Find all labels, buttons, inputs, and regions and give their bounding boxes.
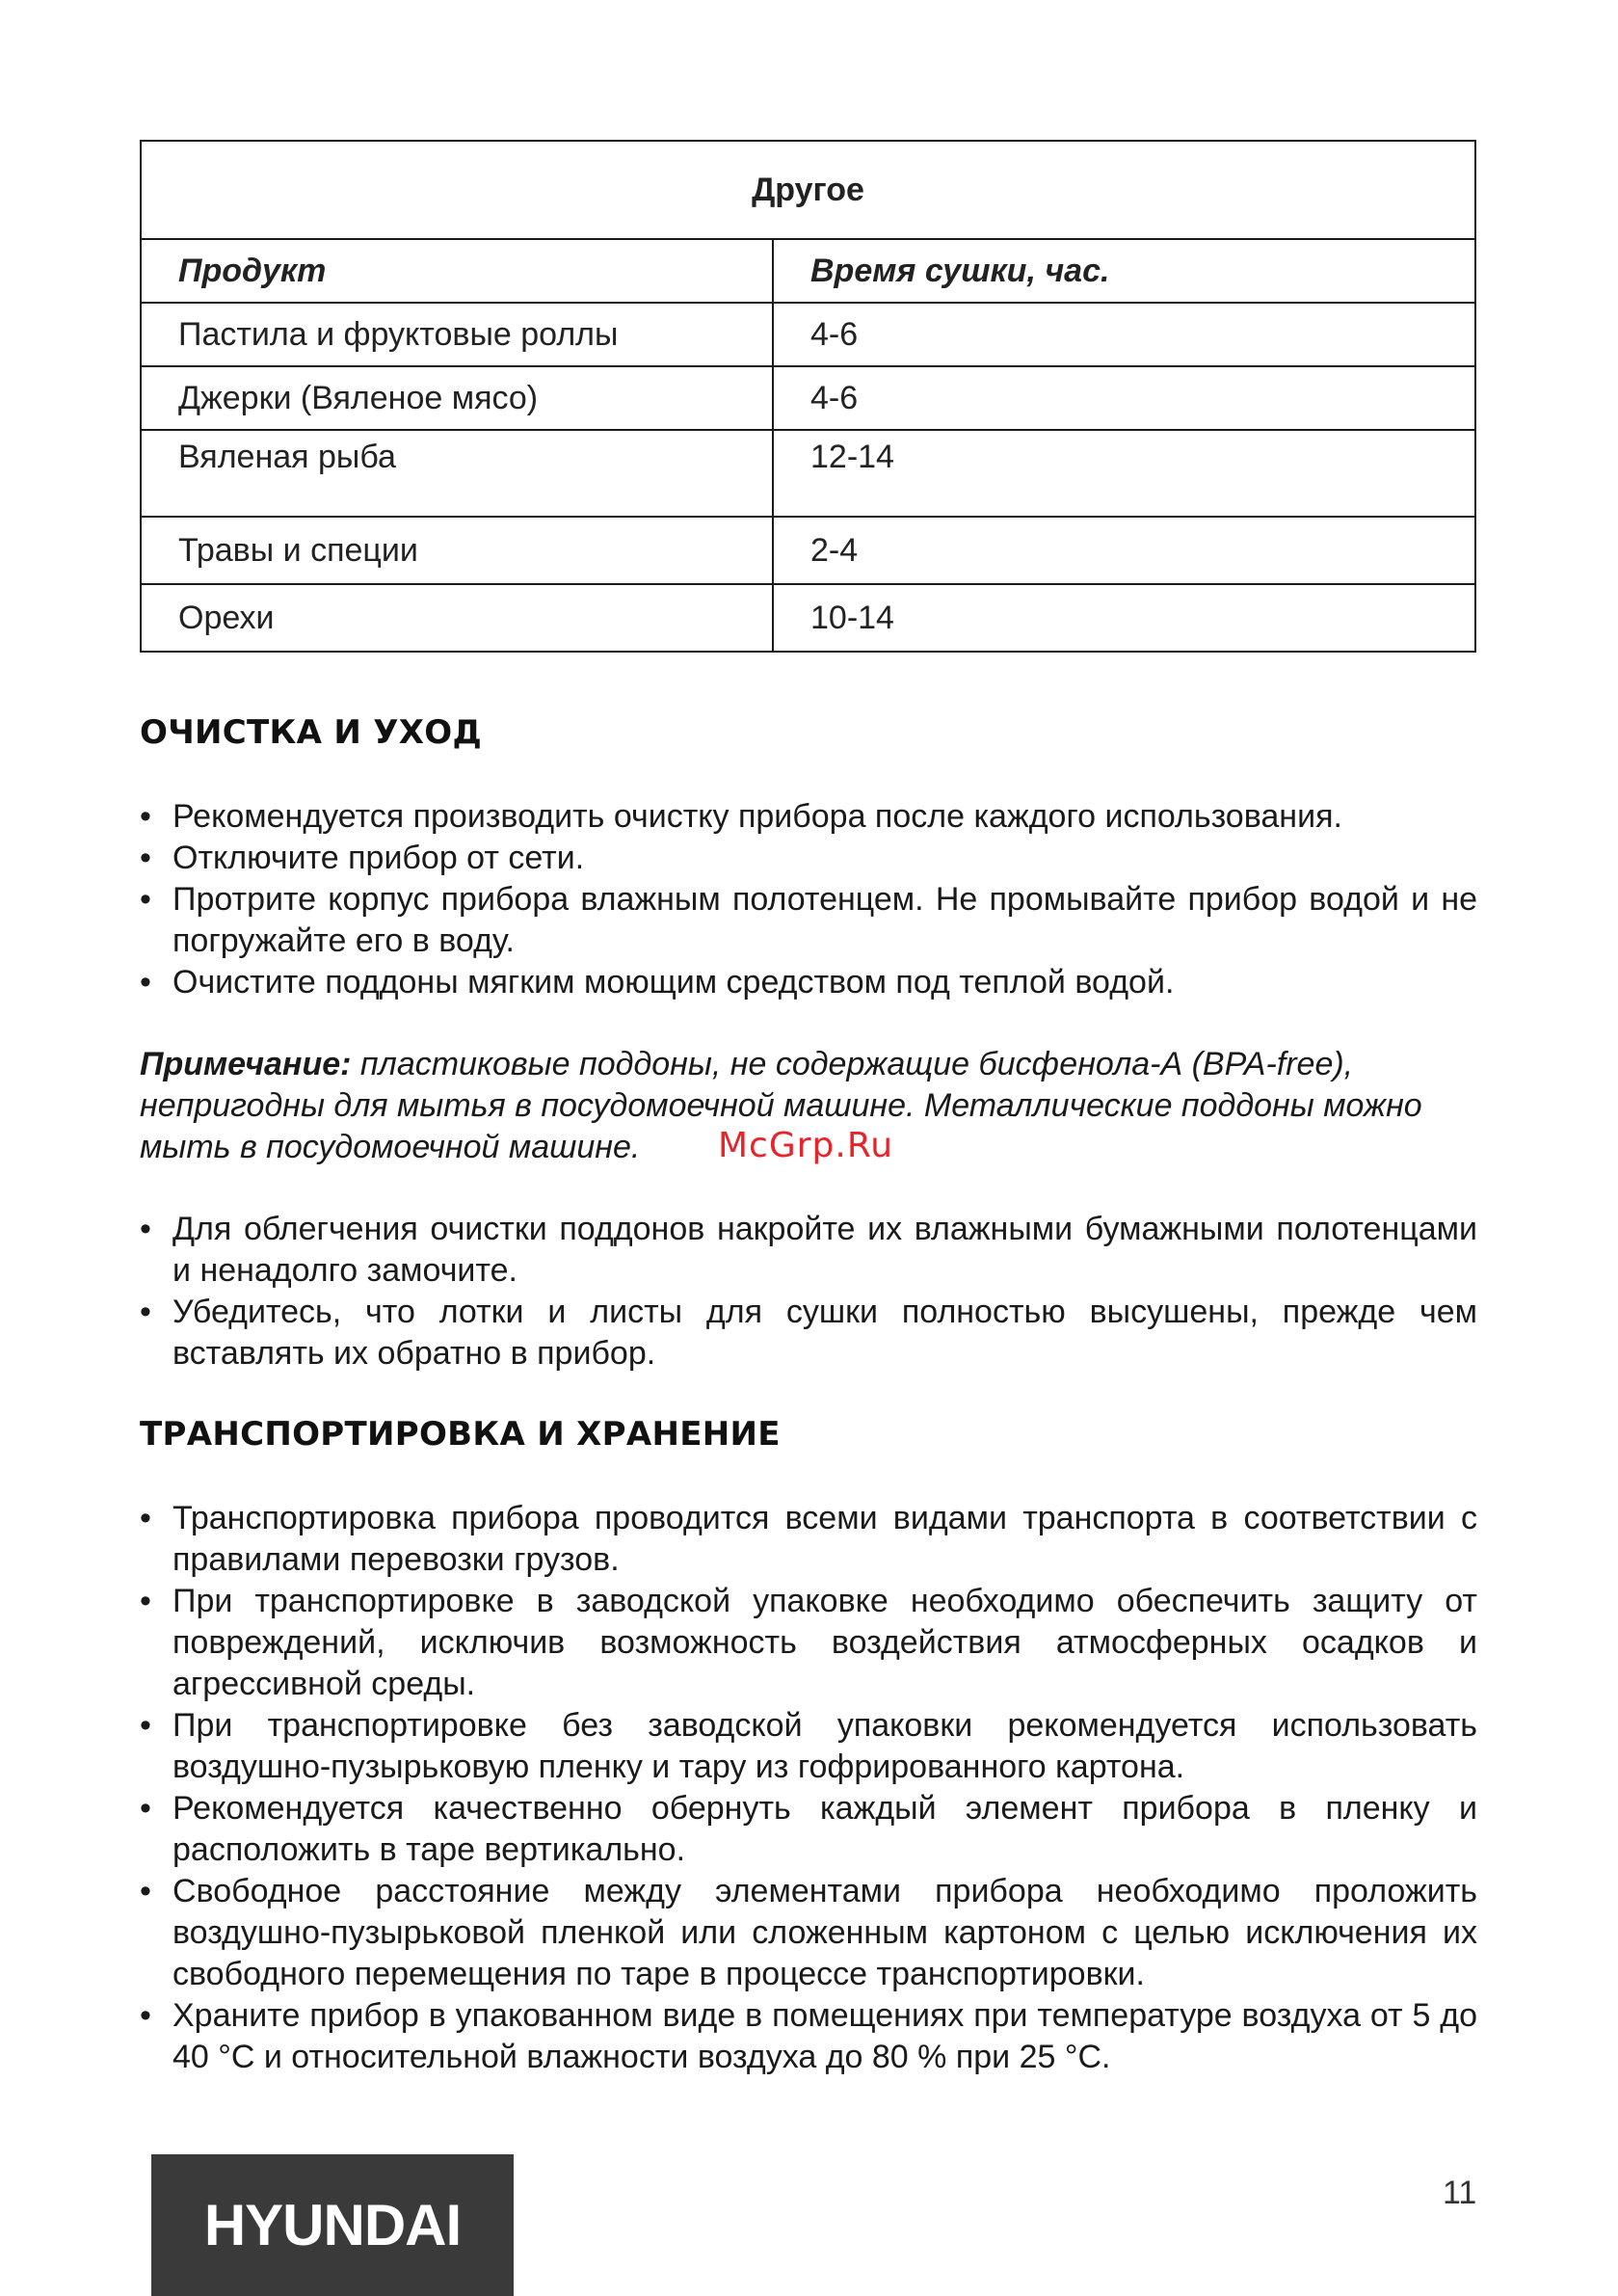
product-cell: Травы и специи — [141, 517, 773, 584]
list-item: • Для облегчения очистки поддонов накройте их влажными бумажными полотенцами и ненадолго замочите. — [140, 1209, 1477, 1292]
table-row — [141, 303, 1475, 366]
time-cell: 12-14 — [773, 430, 1475, 517]
time-cell: 4-6 — [773, 366, 1475, 430]
table-title: Другое — [141, 141, 1475, 239]
list-item: • При транспортировке без заводской упаковки рекомендуется использовать воздушно-пузырьковую пленку и тару из гофрированного картона. — [140, 1705, 1477, 1788]
cleaning-list-2 — [140, 1209, 1477, 1375]
cleaning-heading: ОЧИСТКА И УХОД — [140, 713, 483, 752]
list-item: • Свободное расстояние между элементами прибора необходимо проложить воздушно-пузырьковой пленкой или сложенным картоном с целью исключения их свободного перемещения по таре в процессе транспортировки. — [140, 1871, 1477, 1995]
note-text: пластиковые поддоны, не содержащие бисфенола-А (BPA-free), непригодны для мытья в посудомоечной машине. Металлические поддоны можно мыть в посудомоечной машине. — [140, 1046, 1422, 1165]
drying-time-table — [140, 140, 1476, 653]
table-row — [141, 584, 1475, 652]
note-label: Примечание: — [140, 1046, 352, 1082]
hyundai-logo — [151, 2154, 514, 2296]
cleaning-heading-block — [140, 713, 1477, 752]
list-item: • Рекомендуется производить очистку прибора после каждого использования. — [140, 796, 1477, 838]
transport-heading: ТРАНСПОРТИРОВКА И ХРАНЕНИЕ — [140, 1415, 781, 1454]
brand-name: HYUNDAI — [203, 2193, 462, 2257]
product-cell: Джерки (Вяленое мясо) — [141, 366, 773, 430]
transport-list — [140, 1498, 1477, 2078]
page-number: 11 — [1443, 2175, 1477, 2211]
time-cell: 4-6 — [773, 303, 1475, 366]
cleaning-list — [140, 796, 1477, 1003]
time-cell: 2-4 — [773, 517, 1475, 584]
list-item: • Очистите поддоны мягким моющим средством под теплой водой. — [140, 962, 1477, 1003]
product-cell: Вяленая рыба — [141, 430, 773, 517]
list-item: • Убедитесь, что лотки и листы для сушки полностью высушены, прежде чем вставлять их обратно в прибор. — [140, 1292, 1477, 1375]
column-header-time: Время сушки, час. — [773, 239, 1475, 303]
list-item: • Храните прибор в упакованном виде в помещениях при температуре воздуха от 5 до 40 °С и относительной влажности воздуха до 80 % при 25 °С. — [140, 1995, 1477, 2078]
column-header-product: Продукт — [141, 239, 773, 303]
table-row — [141, 430, 1475, 517]
transport-heading-block — [140, 1415, 1477, 1454]
product-cell: Пастила и фруктовые роллы — [141, 303, 773, 366]
list-item: • Протрите корпус прибора влажным полотенцем. Не промывайте прибор водой и не погружайте его в воду. — [140, 879, 1477, 962]
time-cell: 10-14 — [773, 584, 1475, 652]
product-cell: Орехи — [141, 584, 773, 652]
cleaning-bullets-block — [140, 796, 1477, 1003]
list-item: • Отключите прибор от сети. — [140, 838, 1477, 879]
table-row — [141, 517, 1475, 584]
watermark: McGrp.Ru — [718, 1126, 894, 1165]
table-row — [141, 366, 1475, 430]
list-item: • Транспортировка прибора проводится всеми видами транспорта в соответствии с правилами перевозки грузов. — [140, 1498, 1477, 1581]
transport-bullets-block — [140, 1498, 1477, 2078]
list-item: • При транспортировке в заводской упаковке необходимо обеспечить защиту от повреждений, исключив возможность воздействия атмосферных осадков и агрессивной среды. — [140, 1581, 1477, 1705]
cleaning-bullets-block-2 — [140, 1209, 1477, 1375]
list-item: • Рекомендуется качественно обернуть каждый элемент прибора в пленку и расположить в таре вертикально. — [140, 1788, 1477, 1871]
